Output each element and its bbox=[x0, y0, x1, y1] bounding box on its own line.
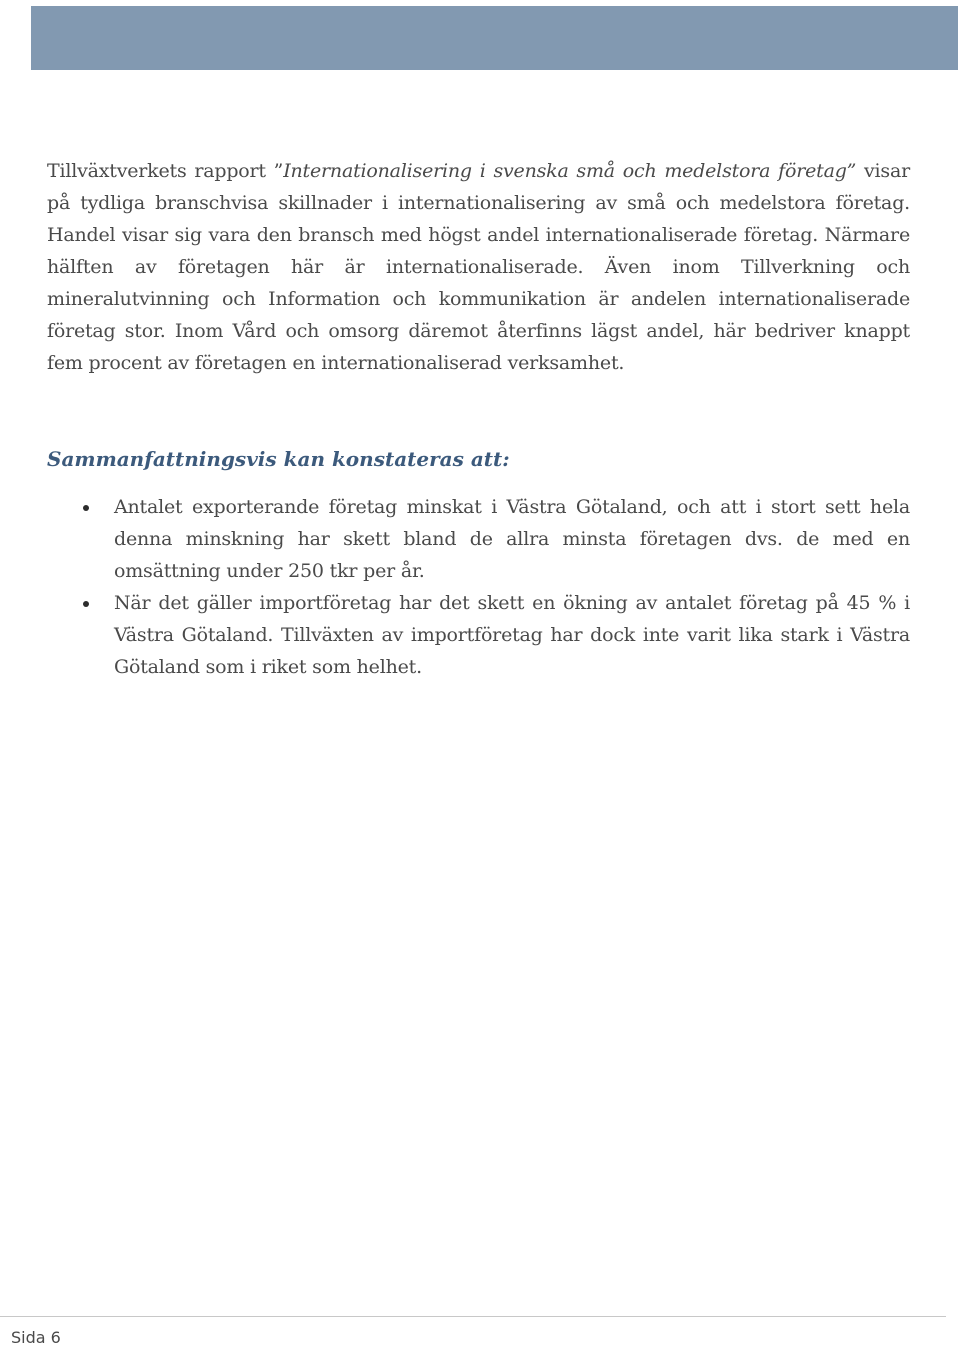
page-content bbox=[47, 155, 910, 678]
bullet-icon bbox=[83, 601, 89, 607]
footer-divider bbox=[0, 1316, 946, 1317]
page-number: Sida 6 bbox=[11, 1328, 61, 1347]
intro-suffix: visar på tydliga branschvisa skillnader i internationalisering av små och medelstora företag. Handel visar sig vara den bransch med högst andel internationaliserade företag. Närmare hälften av företagen här är internationaliserade. Även inom Tillverkning och mineralutvinning och Information och kommunikation är andelen internationaliserade företag stor. Inom Vård och omsorg däremot återfinns lägst andel, här bedriver knappt fem procent av företagen en internationaliserad verksamhet. bbox=[47, 160, 910, 374]
intro-prefix: Tillväxtverkets rapport ” bbox=[47, 160, 284, 182]
report-title: Internationalisering i svenska små och medelstora företag bbox=[283, 160, 847, 182]
summary-heading: Sammanfattningsvis kan konstateras att: bbox=[47, 447, 510, 471]
header-bar bbox=[31, 6, 958, 70]
intro-paragraph bbox=[47, 155, 910, 379]
summary-bullet-list bbox=[47, 491, 910, 683]
bullet-item bbox=[47, 587, 910, 683]
report-title-quote-close: ” bbox=[846, 160, 857, 182]
bullet-icon bbox=[83, 505, 89, 511]
bullet-text: När det gäller importföretag har det skett en ökning av antalet företag på 45 % i Västra Götaland. Tillväxten av importföretag har dock inte varit lika stark i Västra Götaland som i riket som helhet. bbox=[114, 592, 910, 678]
bullet-item bbox=[47, 491, 910, 587]
bullet-text: Antalet exporterande företag minskat i Västra Götaland, och att i stort sett hela denna minskning har skett bland de allra minsta företagen dvs. de med en omsättning under 250 tkr per år. bbox=[114, 496, 910, 582]
